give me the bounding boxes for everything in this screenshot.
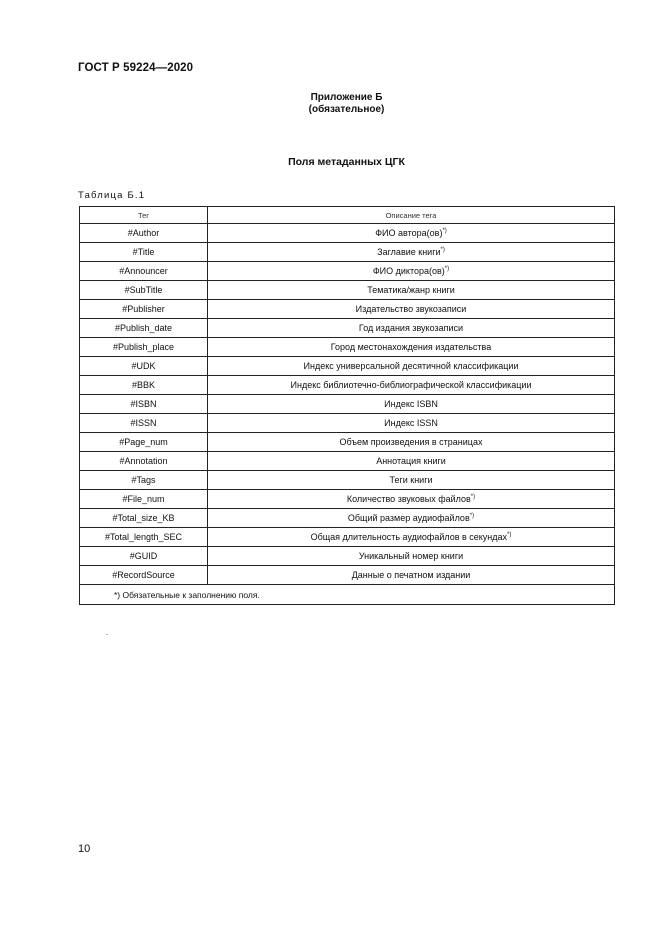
description-text: Аннотация книги	[376, 456, 446, 466]
description-text: Индекс библиотечно-библиографической классификации	[290, 380, 532, 390]
description-cell	[208, 376, 615, 395]
tag-cell: #BBK	[80, 376, 208, 395]
section-title: Поля метаданных ЦГК	[288, 156, 405, 168]
column-header-description: Описание тега	[208, 207, 615, 224]
table-row	[80, 433, 615, 452]
description-text: Тематика/жанр книги	[367, 285, 455, 295]
appendix-status: (обязательное)	[308, 104, 385, 115]
table-row	[80, 452, 615, 471]
tag-cell: #ISBN	[80, 395, 208, 414]
table-row	[80, 243, 615, 262]
table-row	[80, 281, 615, 300]
description-text: Индекс универсальной десятичной классификации	[303, 361, 519, 371]
table-row	[80, 566, 615, 585]
tag-cell: #Publish_place	[80, 338, 208, 357]
table-footnote: *) Обязательные к заполнению поля.	[80, 585, 615, 605]
tag-cell: #Author	[80, 224, 208, 243]
description-cell	[208, 490, 615, 509]
footnote-row	[80, 585, 615, 605]
table-row	[80, 262, 615, 281]
appendix-heading	[0, 92, 661, 116]
description-cell	[208, 433, 615, 452]
table-row	[80, 357, 615, 376]
table-row	[80, 490, 615, 509]
tag-cell: #Page_num	[80, 433, 208, 452]
description-text: Город местонахождения издательства	[330, 342, 492, 352]
description-text: ФИО автора(ов)	[375, 228, 443, 238]
table-row	[80, 414, 615, 433]
tag-cell: #File_num	[80, 490, 208, 509]
table-header-row	[80, 207, 615, 224]
tag-cell: #Tags	[80, 471, 208, 490]
description-cell	[208, 547, 615, 566]
description-text: ФИО диктора(ов)	[372, 266, 445, 276]
description-cell	[208, 566, 615, 585]
description-text: Общая длительность аудиофайлов в секундах	[310, 532, 508, 542]
tag-cell: #RecordSource	[80, 566, 208, 585]
description-text: Уникальный номер книги	[358, 551, 464, 561]
description-text: Количество звуковых файлов	[346, 494, 471, 504]
document-code: ГОСТ Р 59224—2020	[78, 62, 194, 74]
appendix-title: Приложение Б	[310, 92, 383, 103]
description-cell	[208, 338, 615, 357]
tag-cell: #Total_size_KB	[80, 509, 208, 528]
description-text: Издательство звукозаписи	[355, 304, 467, 314]
description-cell	[208, 300, 615, 319]
description-text: Индекс ISSN	[384, 418, 438, 428]
description-text: Теги книги	[389, 475, 433, 485]
table-row	[80, 471, 615, 490]
description-text: Заглавие книги	[377, 247, 441, 257]
description-text: Год издания звукозаписи	[358, 323, 464, 333]
tag-cell: #ISSN	[80, 414, 208, 433]
column-header-tag: Тег	[80, 207, 208, 224]
description-cell	[208, 414, 615, 433]
description-cell	[208, 224, 615, 243]
table-row	[80, 509, 615, 528]
tag-cell: #Total_length_SEC	[80, 528, 208, 547]
description-cell	[208, 357, 615, 376]
description-cell	[208, 243, 615, 262]
table-row	[80, 338, 615, 357]
table-row	[80, 376, 615, 395]
tag-cell: #Title	[80, 243, 208, 262]
table-row	[80, 528, 615, 547]
description-text: Индекс ISBN	[384, 399, 438, 409]
stray-dot: .	[106, 628, 109, 637]
table-caption: Таблица Б.1	[78, 190, 146, 201]
table-row	[80, 395, 615, 414]
description-text: Общий размер аудиофайлов	[347, 513, 470, 523]
description-cell	[208, 471, 615, 490]
table-row	[80, 547, 615, 566]
tag-cell: #SubTitle	[80, 281, 208, 300]
tag-cell: #Publisher	[80, 300, 208, 319]
required-mark: *)	[469, 513, 475, 519]
required-mark: *)	[442, 228, 447, 234]
description-cell	[208, 395, 615, 414]
description-cell	[208, 528, 615, 547]
page-number: 10	[78, 843, 91, 855]
tag-cell: #Announcer	[80, 262, 208, 281]
required-mark: *)	[507, 532, 512, 538]
metadata-table	[79, 206, 615, 605]
description-cell	[208, 281, 615, 300]
description-text: Данные о печатном издании	[351, 570, 471, 580]
required-mark: *)	[470, 494, 476, 500]
description-text: Объем произведения в страницах	[339, 437, 483, 447]
table-row	[80, 224, 615, 243]
required-mark: *)	[440, 247, 445, 253]
tag-cell: #Annotation	[80, 452, 208, 471]
tag-cell: #UDK	[80, 357, 208, 376]
tag-cell: #GUID	[80, 547, 208, 566]
description-cell	[208, 319, 615, 338]
description-cell	[208, 452, 615, 471]
tag-cell: #Publish_date	[80, 319, 208, 338]
table-row	[80, 319, 615, 338]
required-mark: *)	[444, 266, 450, 272]
description-cell	[208, 509, 615, 528]
description-cell	[208, 262, 615, 281]
table-row	[80, 300, 615, 319]
